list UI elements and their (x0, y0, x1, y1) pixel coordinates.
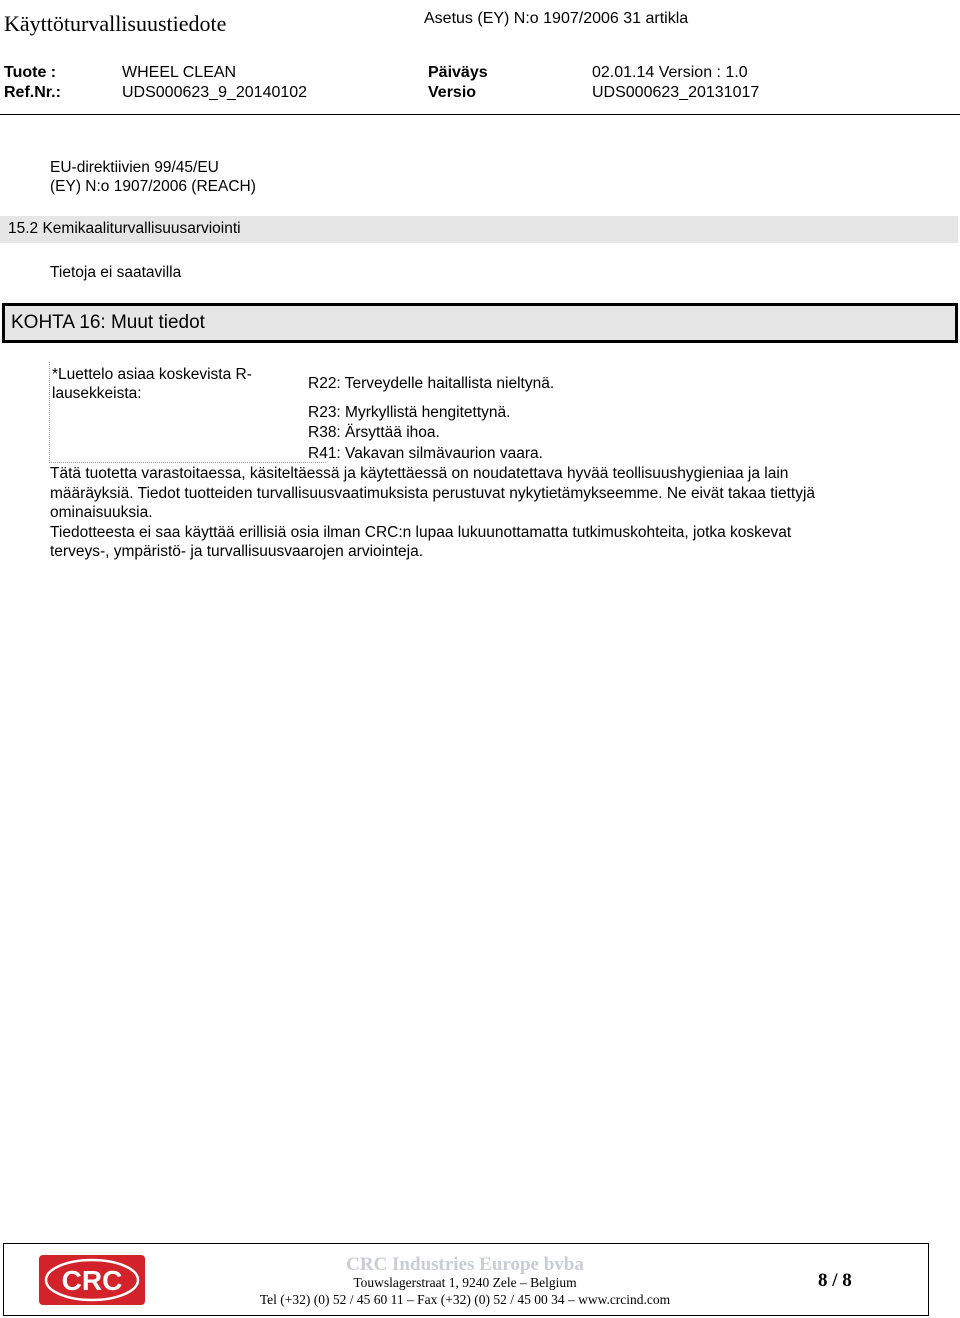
header-divider (0, 114, 960, 115)
hygiene-paragraph-line-3: ominaisuuksia. (50, 504, 153, 521)
r-phrase-r41: R41: Vakavan silmävaurion vaara. (308, 445, 543, 462)
version-value: UDS000623_20131017 (592, 84, 760, 101)
page-number: 8 / 8 (818, 1270, 852, 1291)
date-value: 02.01.14 Version : 1.0 (592, 64, 748, 81)
product-value: WHEEL CLEAN (122, 64, 237, 81)
hygiene-paragraph-line-1: Tätä tuotetta varastoitaessa, käsiteltäessä ja käytettäessä on noudatettava hyvää teollisuushygieniaa ja lain (50, 465, 789, 482)
section-15-2-header (0, 216, 958, 243)
company-address: Touwslagerstraat 1, 9240 Zele – Belgium (353, 1275, 577, 1290)
date-label: Päiväys (428, 64, 488, 81)
r-phrase-r23: R23: Myrkyllistä hengitettynä. (308, 404, 511, 421)
company-contact: Tel (+32) (0) 52 / 45 60 11 – Fax (+32) (0) 52 / 45 00 34 – www.crcind.com (259, 1292, 671, 1307)
regulation-reference: Asetus (EY) N:o 1907/2006 31 artikla (424, 10, 689, 27)
no-info-text: Tietoja ei saatavilla (50, 264, 182, 281)
r-phrase-r22: R22: Terveydelle haitallista nieltynä. (308, 375, 555, 392)
document-title: Käyttöturvallisuustiedote (4, 11, 227, 36)
crc-logo (39, 1255, 145, 1305)
eu-directive-text: EU-direktiivien 99/45/EU (50, 159, 219, 176)
section-16-title: KOHTA 16: Muut tiedot (11, 312, 205, 333)
usage-paragraph-line-2: terveys-, ympäristö- ja turvallisuusvaarojen arviointeja. (50, 543, 424, 560)
refnr-label: Ref.Nr.: (4, 84, 61, 101)
r-list-label-line-2: lausekkeista: (52, 385, 142, 402)
product-label: Tuote : (4, 64, 57, 81)
company-name: CRC Industries Europe bvba (346, 1254, 584, 1275)
version-label: Versio (428, 84, 477, 101)
crc-logo-text: CRC (61, 1265, 123, 1296)
reach-text: (EY) N:o 1907/2006 (REACH) (50, 178, 256, 195)
usage-paragraph-line-1: Tiedotteesta ei saa käyttää erillisiä osia ilman CRC:n lupaa lukuunottamatta tutkimuskohteita, jotka koskevat (50, 524, 792, 541)
r-list-label-line-1: *Luettelo asiaa koskevista R- (52, 366, 252, 383)
refnr-value: UDS000623_9_20140102 (122, 84, 308, 101)
section-16-header (2, 303, 958, 343)
section-15-2-title: 15.2 Kemikaaliturvallisuusarviointi (8, 220, 241, 237)
hygiene-paragraph-line-2: määräyksiä. Tiedot tuotteiden turvallisuusvaatimuksista perustuvat nykytietämykseemme. Ne eivät takaa tiettyjä (50, 485, 816, 502)
r-phrase-r38: R38: Ärsyttää ihoa. (308, 424, 440, 441)
